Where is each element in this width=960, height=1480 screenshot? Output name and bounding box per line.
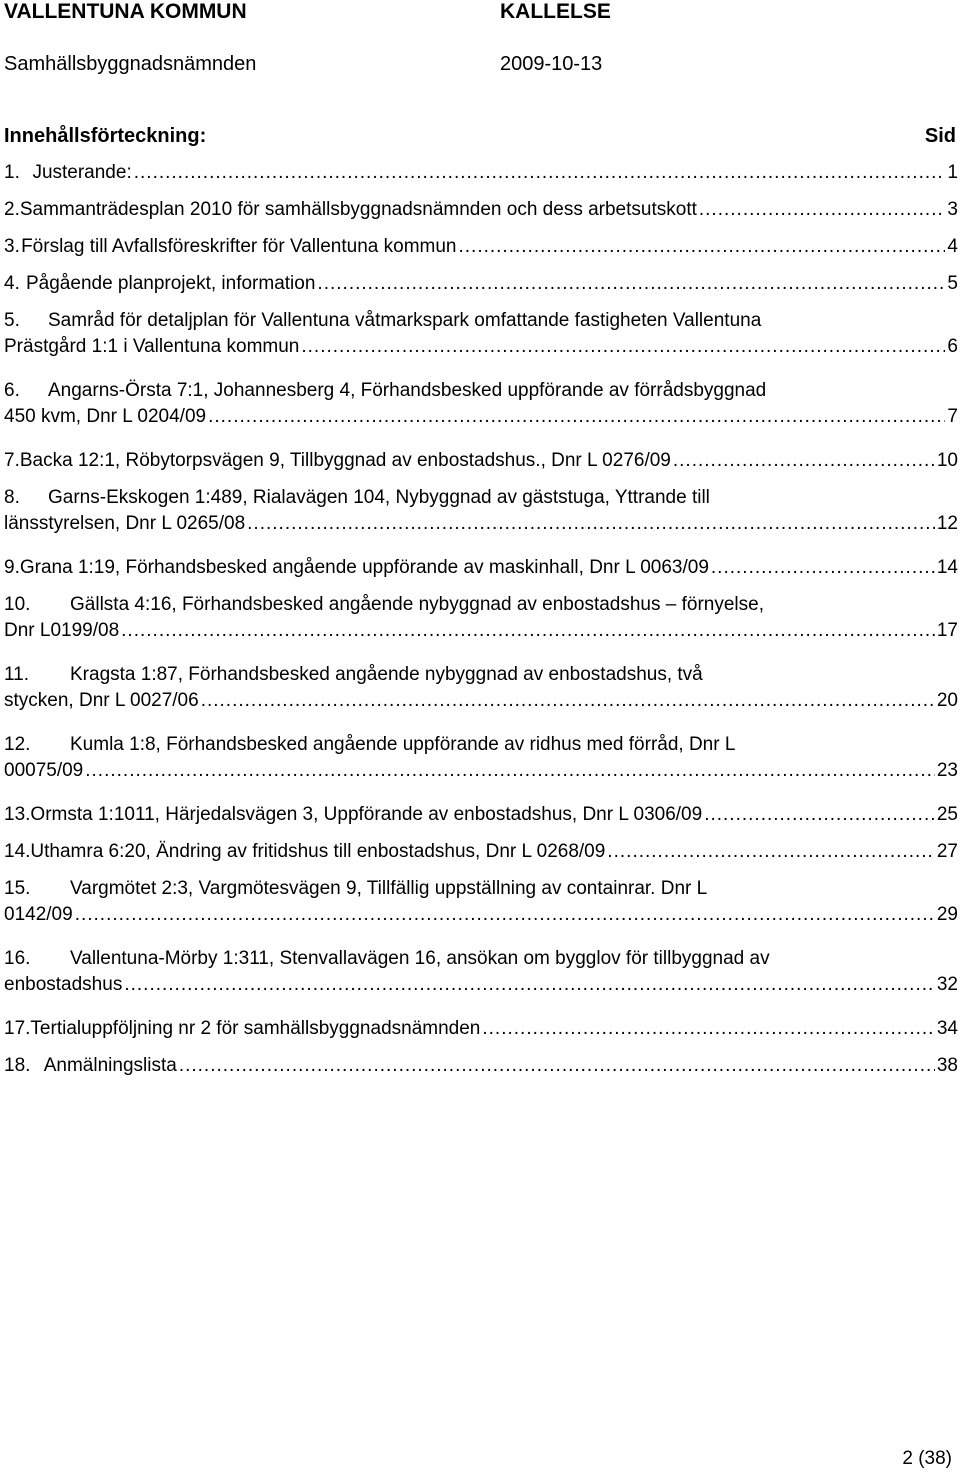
toc-entry-title: Tertialuppföljning nr 2 för samhällsbyggnadsnämnden — [30, 1018, 481, 1039]
dot-leader — [704, 802, 935, 828]
dot-leader — [711, 555, 935, 581]
toc-entry-number: 7. — [4, 450, 20, 471]
toc-entry-line — [4, 511, 958, 537]
toc-entry-title-continued: 00075/09 — [4, 760, 84, 781]
document-subheader — [4, 49, 954, 79]
toc-entry-number: 9. — [4, 557, 20, 578]
toc-entry-page: 10 — [936, 450, 958, 471]
toc-entry-line — [4, 839, 958, 865]
dot-leader — [121, 618, 935, 644]
toc-entry-title: Pågående planprojekt, information — [26, 273, 316, 294]
toc-entry-title-continued: 450 kvm, Dnr L 0204/09 — [4, 406, 207, 427]
toc-entry[interactable] — [4, 308, 958, 360]
toc-entry-line — [4, 732, 958, 758]
toc-entry-line — [4, 802, 958, 828]
toc-entry[interactable] — [4, 234, 958, 260]
board-name: Samhällsbyggnadsnämnden — [4, 53, 257, 75]
dot-leader — [134, 160, 946, 186]
dot-leader — [124, 972, 935, 998]
toc-entry-line — [4, 378, 958, 404]
toc-entry-title: Grana 1:19, Förhandsbesked angående uppförande av maskinhall, Dnr L 0063/09 — [19, 557, 709, 578]
toc-entry-page: 5 — [947, 273, 958, 294]
toc-entry-title: Anmälningslista — [43, 1055, 177, 1076]
toc-entry-line — [4, 197, 958, 223]
toc-entry-page: 38 — [936, 1055, 958, 1076]
toc-entry-line — [4, 234, 958, 260]
document-type: KALLELSE — [500, 0, 611, 23]
toc-entry[interactable] — [4, 662, 958, 714]
toc-entry[interactable] — [4, 876, 958, 928]
toc-entry-number: 1. — [4, 162, 20, 183]
toc-entry-page: 32 — [936, 974, 958, 995]
toc-entry-number: 14. — [4, 841, 31, 862]
toc-entry-page: 14 — [936, 557, 958, 578]
toc-entry-page: 27 — [936, 841, 958, 862]
toc-entry[interactable] — [4, 1016, 958, 1042]
toc-entry-line — [4, 160, 958, 186]
toc-entry[interactable] — [4, 555, 958, 581]
toc-entry-title-continued: Dnr L0199/08 — [4, 620, 120, 641]
toc-entry-title: Kumla 1:8, Förhandsbesked angående uppförande av ridhus med förråd, Dnr L — [70, 734, 736, 755]
toc-entry-line — [4, 404, 958, 430]
toc-entry-title: Förslag till Avfallsföreskrifter för Vallentuna kommun — [21, 236, 457, 257]
toc-title: Innehållsförteckning: — [4, 125, 207, 147]
toc-entry-page: 20 — [936, 690, 958, 711]
toc-entry-number: 6. — [4, 380, 20, 401]
toc-entry-page: 7 — [947, 406, 958, 427]
document-date: 2009-10-13 — [500, 53, 603, 75]
toc-entry-page: 34 — [936, 1018, 958, 1039]
toc-entry-line — [4, 555, 958, 581]
toc-entry-line — [4, 448, 958, 474]
dot-leader — [301, 334, 945, 360]
toc-entry-line — [4, 1016, 958, 1042]
toc-entry-page: 23 — [936, 760, 958, 781]
toc-entry-number: 8. — [4, 487, 20, 508]
toc-entry-page: 1 — [947, 162, 958, 183]
toc-entry-page: 12 — [936, 513, 958, 534]
dot-leader — [699, 197, 946, 223]
toc-entry-number: 13. — [4, 804, 31, 825]
toc-entry-number: 16. — [4, 948, 31, 969]
toc-entry-title: Garns-Ekskogen 1:489, Rialavägen 104, Nybyggnad av gäststuga, Yttrande till — [48, 487, 710, 508]
toc-entry-number: 11. — [4, 664, 30, 685]
toc-entry[interactable] — [4, 197, 958, 223]
toc-entry[interactable] — [4, 378, 958, 430]
toc-entry[interactable] — [4, 732, 958, 784]
dot-leader — [482, 1016, 934, 1042]
dot-leader — [458, 234, 945, 260]
toc-entry-line — [4, 271, 958, 297]
organization-name: VALLENTUNA KOMMUN — [4, 0, 247, 23]
dot-leader — [247, 511, 935, 537]
toc-entry-line — [4, 308, 958, 334]
dot-leader — [607, 839, 935, 865]
page-indicator: 2 (38) — [902, 1448, 952, 1469]
toc-entry-title: Sammanträdesplan 2010 för samhällsbyggnadsnämnden och dess arbetsutskott — [19, 199, 697, 220]
toc-entry-line — [4, 972, 958, 998]
toc-entry-page: 25 — [936, 804, 958, 825]
toc-entry-line — [4, 688, 958, 714]
dot-leader — [208, 404, 945, 430]
dot-leader — [673, 448, 935, 474]
toc-entry-title: Justerande: — [32, 162, 132, 183]
toc-entry-title: Ormsta 1:1011, Härjedalsvägen 3, Uppförande av enbostadshus, Dnr L 0306/09 — [30, 804, 703, 825]
dot-leader — [317, 271, 945, 297]
toc-entry-line — [4, 662, 958, 688]
toc-entry-title-continued: länsstyrelsen, Dnr L 0265/08 — [4, 513, 246, 534]
toc-entry[interactable] — [4, 839, 958, 865]
dot-leader — [201, 688, 935, 714]
toc-entry-page: 3 — [947, 199, 958, 220]
toc-entry-line — [4, 876, 958, 902]
toc-entry-title: Gällsta 4:16, Förhandsbesked angående nybyggnad av enbostadshus – förnyelse, — [70, 594, 764, 615]
toc-entry[interactable] — [4, 485, 958, 537]
toc-entry-line — [4, 1053, 958, 1079]
toc-entry[interactable] — [4, 271, 958, 297]
toc-page-column-label: Sid — [924, 125, 956, 147]
toc-entry-title-continued: enbostadshus — [4, 974, 123, 995]
toc-entry-title: Uthamra 6:20, Ändring av fritidshus till enbostadshus, Dnr L 0268/09 — [30, 841, 606, 862]
toc-entry-line — [4, 485, 958, 511]
toc-entry-page: 4 — [947, 236, 958, 257]
toc-entry-title: Kragsta 1:87, Förhandsbesked angående nybyggnad av enbostadshus, två — [70, 664, 703, 685]
toc-entry-title: Angarns-Örsta 7:1, Johannesberg 4, Förhandsbesked uppförande av förrådsbyggnad — [48, 380, 767, 401]
toc-entry[interactable] — [4, 160, 958, 186]
toc-entry-line — [4, 334, 958, 360]
toc-entry-page: 29 — [936, 904, 958, 925]
toc-entry-number: 17. — [4, 1018, 31, 1039]
toc-entry-page: 6 — [947, 336, 958, 357]
toc-entry-number: 18. — [4, 1055, 31, 1076]
toc-entry[interactable] — [4, 448, 958, 474]
dot-leader — [85, 758, 935, 784]
toc-entry-title: Vallentuna-Mörby 1:311, Stenvallavägen 16, ansökan om bygglov för tillbyggnad av — [70, 948, 770, 969]
toc-entry[interactable] — [4, 1053, 958, 1079]
toc-entry-title-continued: 0142/09 — [4, 904, 73, 925]
toc-entry-number: 10. — [4, 594, 31, 615]
document-header — [4, 0, 954, 27]
toc-entry-number: 12. — [4, 734, 31, 755]
toc-entry-title: Samråd för detaljplan för Vallentuna våtmarkspark omfattande fastigheten Vallentuna — [48, 310, 762, 331]
dot-leader — [75, 902, 935, 928]
toc-entry-title: Backa 12:1, Röbytorpsvägen 9, Tillbyggnad av enbostadshus., Dnr L 0276/09 — [19, 450, 671, 471]
toc-entry-line — [4, 592, 958, 618]
toc-entry-title-continued: stycken, Dnr L 0027/06 — [4, 690, 199, 711]
toc-heading-row — [4, 122, 960, 150]
toc-entry[interactable] — [4, 802, 958, 828]
toc-entry-line — [4, 946, 958, 972]
toc-entry-line — [4, 618, 958, 644]
dot-leader — [179, 1053, 935, 1079]
toc-entry[interactable] — [4, 946, 958, 998]
toc-entry-page: 17 — [936, 620, 958, 641]
toc-entry-title: Vargmötet 2:3, Vargmötesvägen 9, Tillfällig uppställning av containrar. Dnr L — [70, 878, 708, 899]
toc-entry[interactable] — [4, 592, 958, 644]
toc-entry-line — [4, 902, 958, 928]
toc-entry-number: 5. — [4, 310, 20, 331]
toc-entry-number: 4. — [4, 273, 20, 294]
toc-entry-number: 15. — [4, 878, 31, 899]
toc-entry-title-continued: Prästgård 1:1 i Vallentuna kommun — [4, 336, 300, 357]
toc-entry-number: 2. — [4, 199, 20, 220]
toc-entry-number: 3. — [4, 236, 20, 257]
toc-entry-line — [4, 758, 958, 784]
